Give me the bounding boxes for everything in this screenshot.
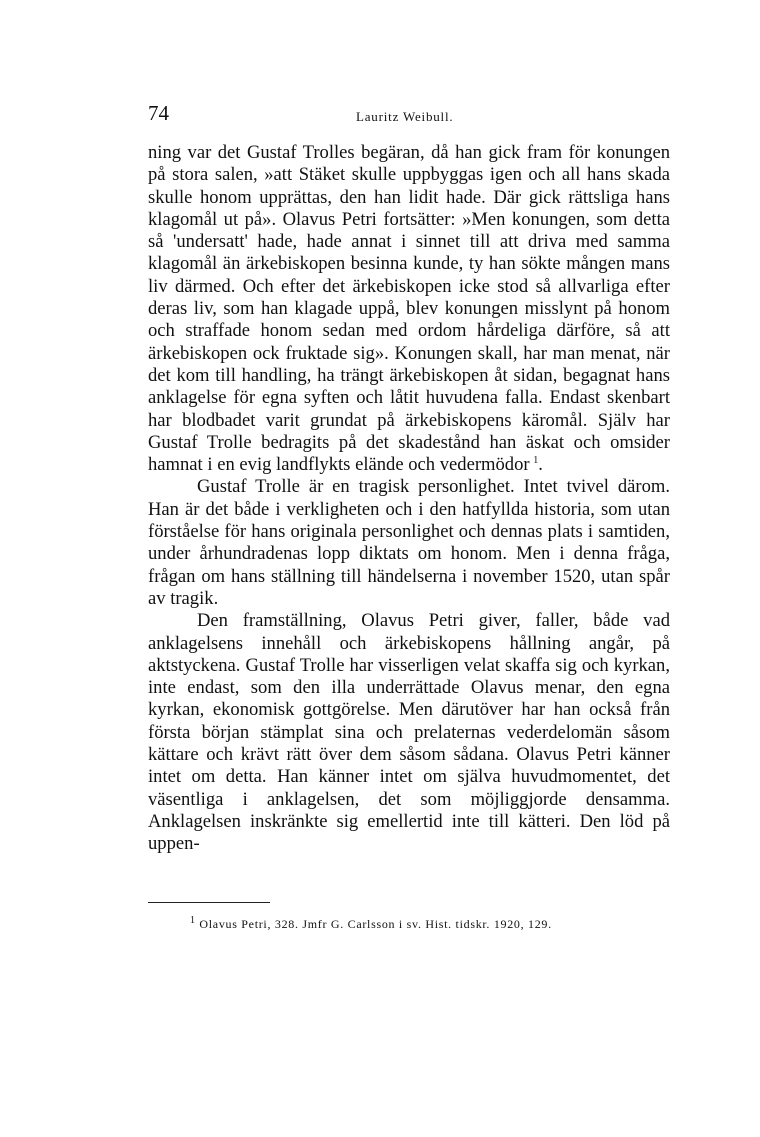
footnote-divider (148, 902, 270, 903)
paragraph-1-text: ning var det Gustaf Trolles begäran, då han gick fram för konungen på stora salen, »att Stäket skulle uppbyggas igen och all hans skada skulle honom upprättas, den han lidit hade. Där gick rättsliga hans klagomål ut på». Olavus Petri fortsätter: »Men konungen, som detta så 'undersatt' hade, hade annat i sinnet till att driva med samma klagomål än ärkebiskopen besinna kunde, ty han sökte mången mans liv därmed. Och efter det ärkebiskopen icke stod så allvarliga efter deras liv, som han klagade uppå, blev konungen misslynt på honom och straffade honom sedan med ordom hårdeliga därföre, så att ärkebiskopen ock fruktade sig». Konungen skall, har man menat, när det kom till handling, ha trängt ärkebiskopen åt sidan, begagnat hans anklagelse för egna syften och låtit huvudena falla. Endast skenbart har blodbadet varit grundat på ärkebiskopens käromål. Själv har Gustaf Trolle bedragits på det skadestånd han äskat och omsider hamnat i en evig landflykts elände och vedermödor (148, 142, 670, 476)
running-head: Lauritz Weibull. (356, 109, 454, 124)
footnote (190, 917, 670, 932)
page-number: 74 (148, 101, 169, 125)
footnote-marker: 1 (190, 915, 196, 926)
paragraph-1-end: . (538, 454, 543, 476)
body-text (148, 142, 670, 856)
paragraph-3: Den framställning, Olavus Petri giver, faller, både vad anklagelsens innehåll och ärkebiskopens hållning angår, på aktstyckena. Gustaf Trolle har visserligen velat skaffa sig och kyrkan, inte endast, som den illa underrättade Olavus menar, den egna kyrkan, ekonomisk gottgörelse. Men därutöver har han också från första början stämplat sina och prelaternas vederdelomän såsom kättare och krävt rätt över dem såsom sådana. Olavus Petri känner intet om detta. Han känner intet om själva huvudmomentet, det väsentliga i anklagelsen, det som möjliggjorde densamma. Anklagelsen inskränkte sig emellertid inte till kätteri. Den löd på uppen- (148, 610, 670, 855)
page-header (148, 101, 672, 131)
paragraph-1 (148, 142, 670, 476)
footnote-text: Olavus Petri, 328. Jmfr G. Carlsson i sv. Hist. tidskr. 1920, 129. (199, 917, 552, 931)
paragraph-2: Gustaf Trolle är en tragisk personlighet. Intet tvivel därom. Han är det både i verkligheten och i den hatfyllda historia, som utan förståelse för hans originala personlighet och dennas plats i samtiden, under århundradenas lopp diktats om honom. Men i denna fråga, frågan om hans ställning till händelserna i november 1520, utan spår av tragik. (148, 476, 670, 609)
footnote-reference: 1 (533, 454, 539, 466)
